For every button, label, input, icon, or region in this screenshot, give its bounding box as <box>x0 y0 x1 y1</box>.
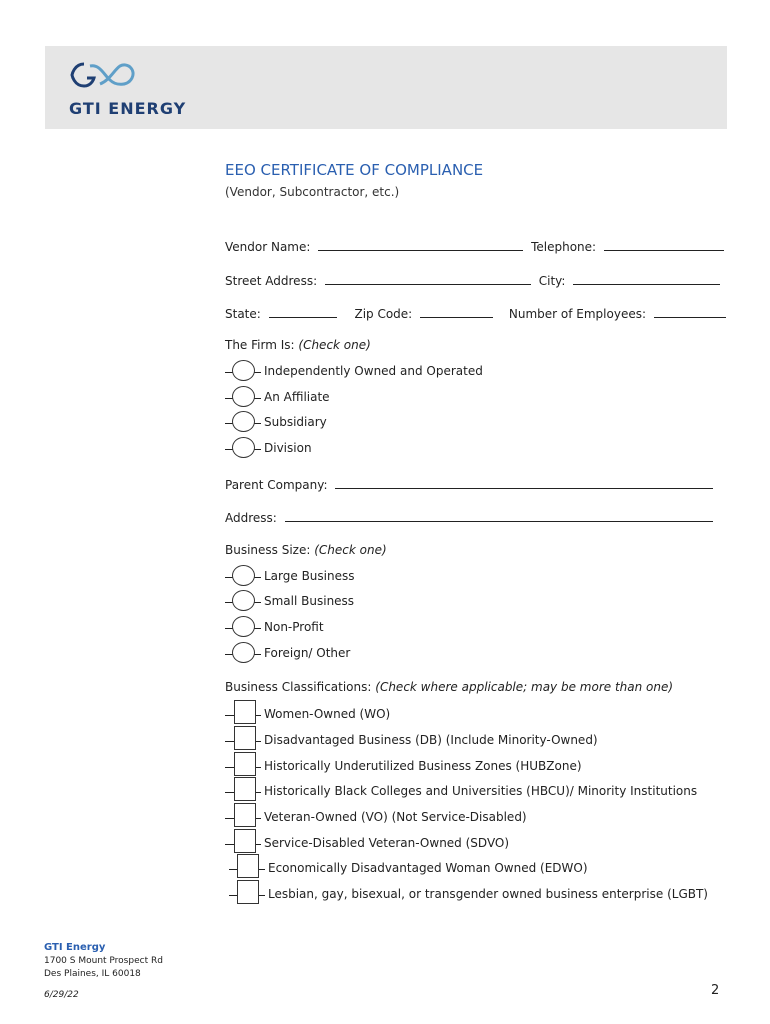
street-address-label: Street Address: <box>225 274 318 288</box>
firm-hint: (Check one) <box>298 338 371 352</box>
vendor-name-field[interactable] <box>318 238 523 251</box>
classifications-label: Business Classifications: <box>225 680 372 694</box>
option-label: An Affiliate <box>264 390 330 404</box>
option-label: Economically Disadvantaged Woman Owned (EDWO) <box>268 861 588 875</box>
checkbox[interactable] <box>234 726 256 750</box>
footer-address-line1: 1700 S Mount Prospect Rd <box>44 956 163 966</box>
classifications-section-label <box>225 680 673 694</box>
telephone-label: Telephone: <box>531 240 597 254</box>
logo-text: GTI ENERGY <box>69 99 187 118</box>
page-number: 2 <box>711 983 720 998</box>
option-label: Subsidiary <box>264 415 327 429</box>
zip-code-label: Zip Code: <box>354 307 413 321</box>
option-label: Large Business <box>264 569 355 583</box>
option-label: Non-Profit <box>264 620 324 634</box>
gti-logo-icon <box>70 58 140 92</box>
option-label: Division <box>264 441 312 455</box>
parent-company-field[interactable] <box>335 476 713 489</box>
footer-address-line2: Des Plaines, IL 60018 <box>44 969 141 979</box>
city-field[interactable] <box>573 272 720 285</box>
option-label: Foreign/ Other <box>264 646 351 660</box>
option-label: Historically Underutilized Business Zones (HUBZone) <box>264 759 582 773</box>
business-size-hint: (Check one) <box>314 543 387 557</box>
address-label: Address: <box>225 511 277 525</box>
zip-code-field[interactable] <box>420 305 493 318</box>
option-label: Disadvantaged Business (DB) (Include Minority-Owned) <box>264 733 598 747</box>
checkbox[interactable] <box>237 880 259 904</box>
radio-button[interactable] <box>232 411 255 432</box>
street-address-field[interactable] <box>325 272 531 285</box>
classifications-hint: (Check where applicable; may be more than one) <box>375 680 674 694</box>
firm-label: The Firm Is: <box>225 338 295 352</box>
vendor-name-label: Vendor Name: <box>225 240 311 254</box>
radio-button[interactable] <box>232 437 255 458</box>
employees-field[interactable] <box>654 305 726 318</box>
option-label: Independently Owned and Operated <box>264 364 483 378</box>
option-label: Women-Owned (WO) <box>264 707 391 721</box>
checkbox[interactable] <box>237 854 259 878</box>
state-label: State: <box>225 307 261 321</box>
header-band <box>45 46 727 129</box>
option-label: Small Business <box>264 594 355 608</box>
radio-button[interactable] <box>232 360 255 381</box>
checkbox[interactable] <box>234 752 256 776</box>
business-size-label: Business Size: <box>225 543 311 557</box>
radio-button[interactable] <box>232 565 255 586</box>
document-title: EEO CERTIFICATE OF COMPLIANCE <box>225 161 484 179</box>
state-field[interactable] <box>269 305 337 318</box>
parent-company-row <box>225 476 713 492</box>
radio-button[interactable] <box>232 386 255 407</box>
city-label: City: <box>538 274 566 288</box>
street-address-row <box>225 272 720 288</box>
state-row <box>225 305 726 321</box>
address-row <box>225 509 713 525</box>
checkbox[interactable] <box>234 777 256 801</box>
option-label: Historically Black Colleges and Universities (HBCU)/ Minority Institutions <box>264 784 698 798</box>
employees-label: Number of Employees: <box>508 307 647 321</box>
option-label: Service-Disabled Veteran-Owned (SDVO) <box>264 836 510 850</box>
footer-date: 6/29/22 <box>44 990 79 1000</box>
radio-button[interactable] <box>232 590 255 611</box>
document-subtitle: (Vendor, Subcontractor, etc.) <box>225 185 400 199</box>
checkbox[interactable] <box>234 700 256 724</box>
radio-button[interactable] <box>232 642 255 663</box>
checkbox[interactable] <box>234 803 256 827</box>
footer-org: GTI Energy <box>44 942 106 953</box>
business-size-section-label <box>225 543 387 557</box>
radio-button[interactable] <box>232 616 255 637</box>
option-label: Lesbian, gay, bisexual, or transgender owned business enterprise (LGBT) <box>268 887 708 901</box>
vendor-name-row <box>225 238 724 254</box>
firm-section-label <box>225 338 371 352</box>
checkbox[interactable] <box>234 829 256 853</box>
parent-company-label: Parent Company: <box>225 478 328 492</box>
address-field[interactable] <box>285 509 713 522</box>
telephone-field[interactable] <box>604 238 724 251</box>
option-label: Veteran-Owned (VO) (Not Service-Disabled) <box>264 810 527 824</box>
